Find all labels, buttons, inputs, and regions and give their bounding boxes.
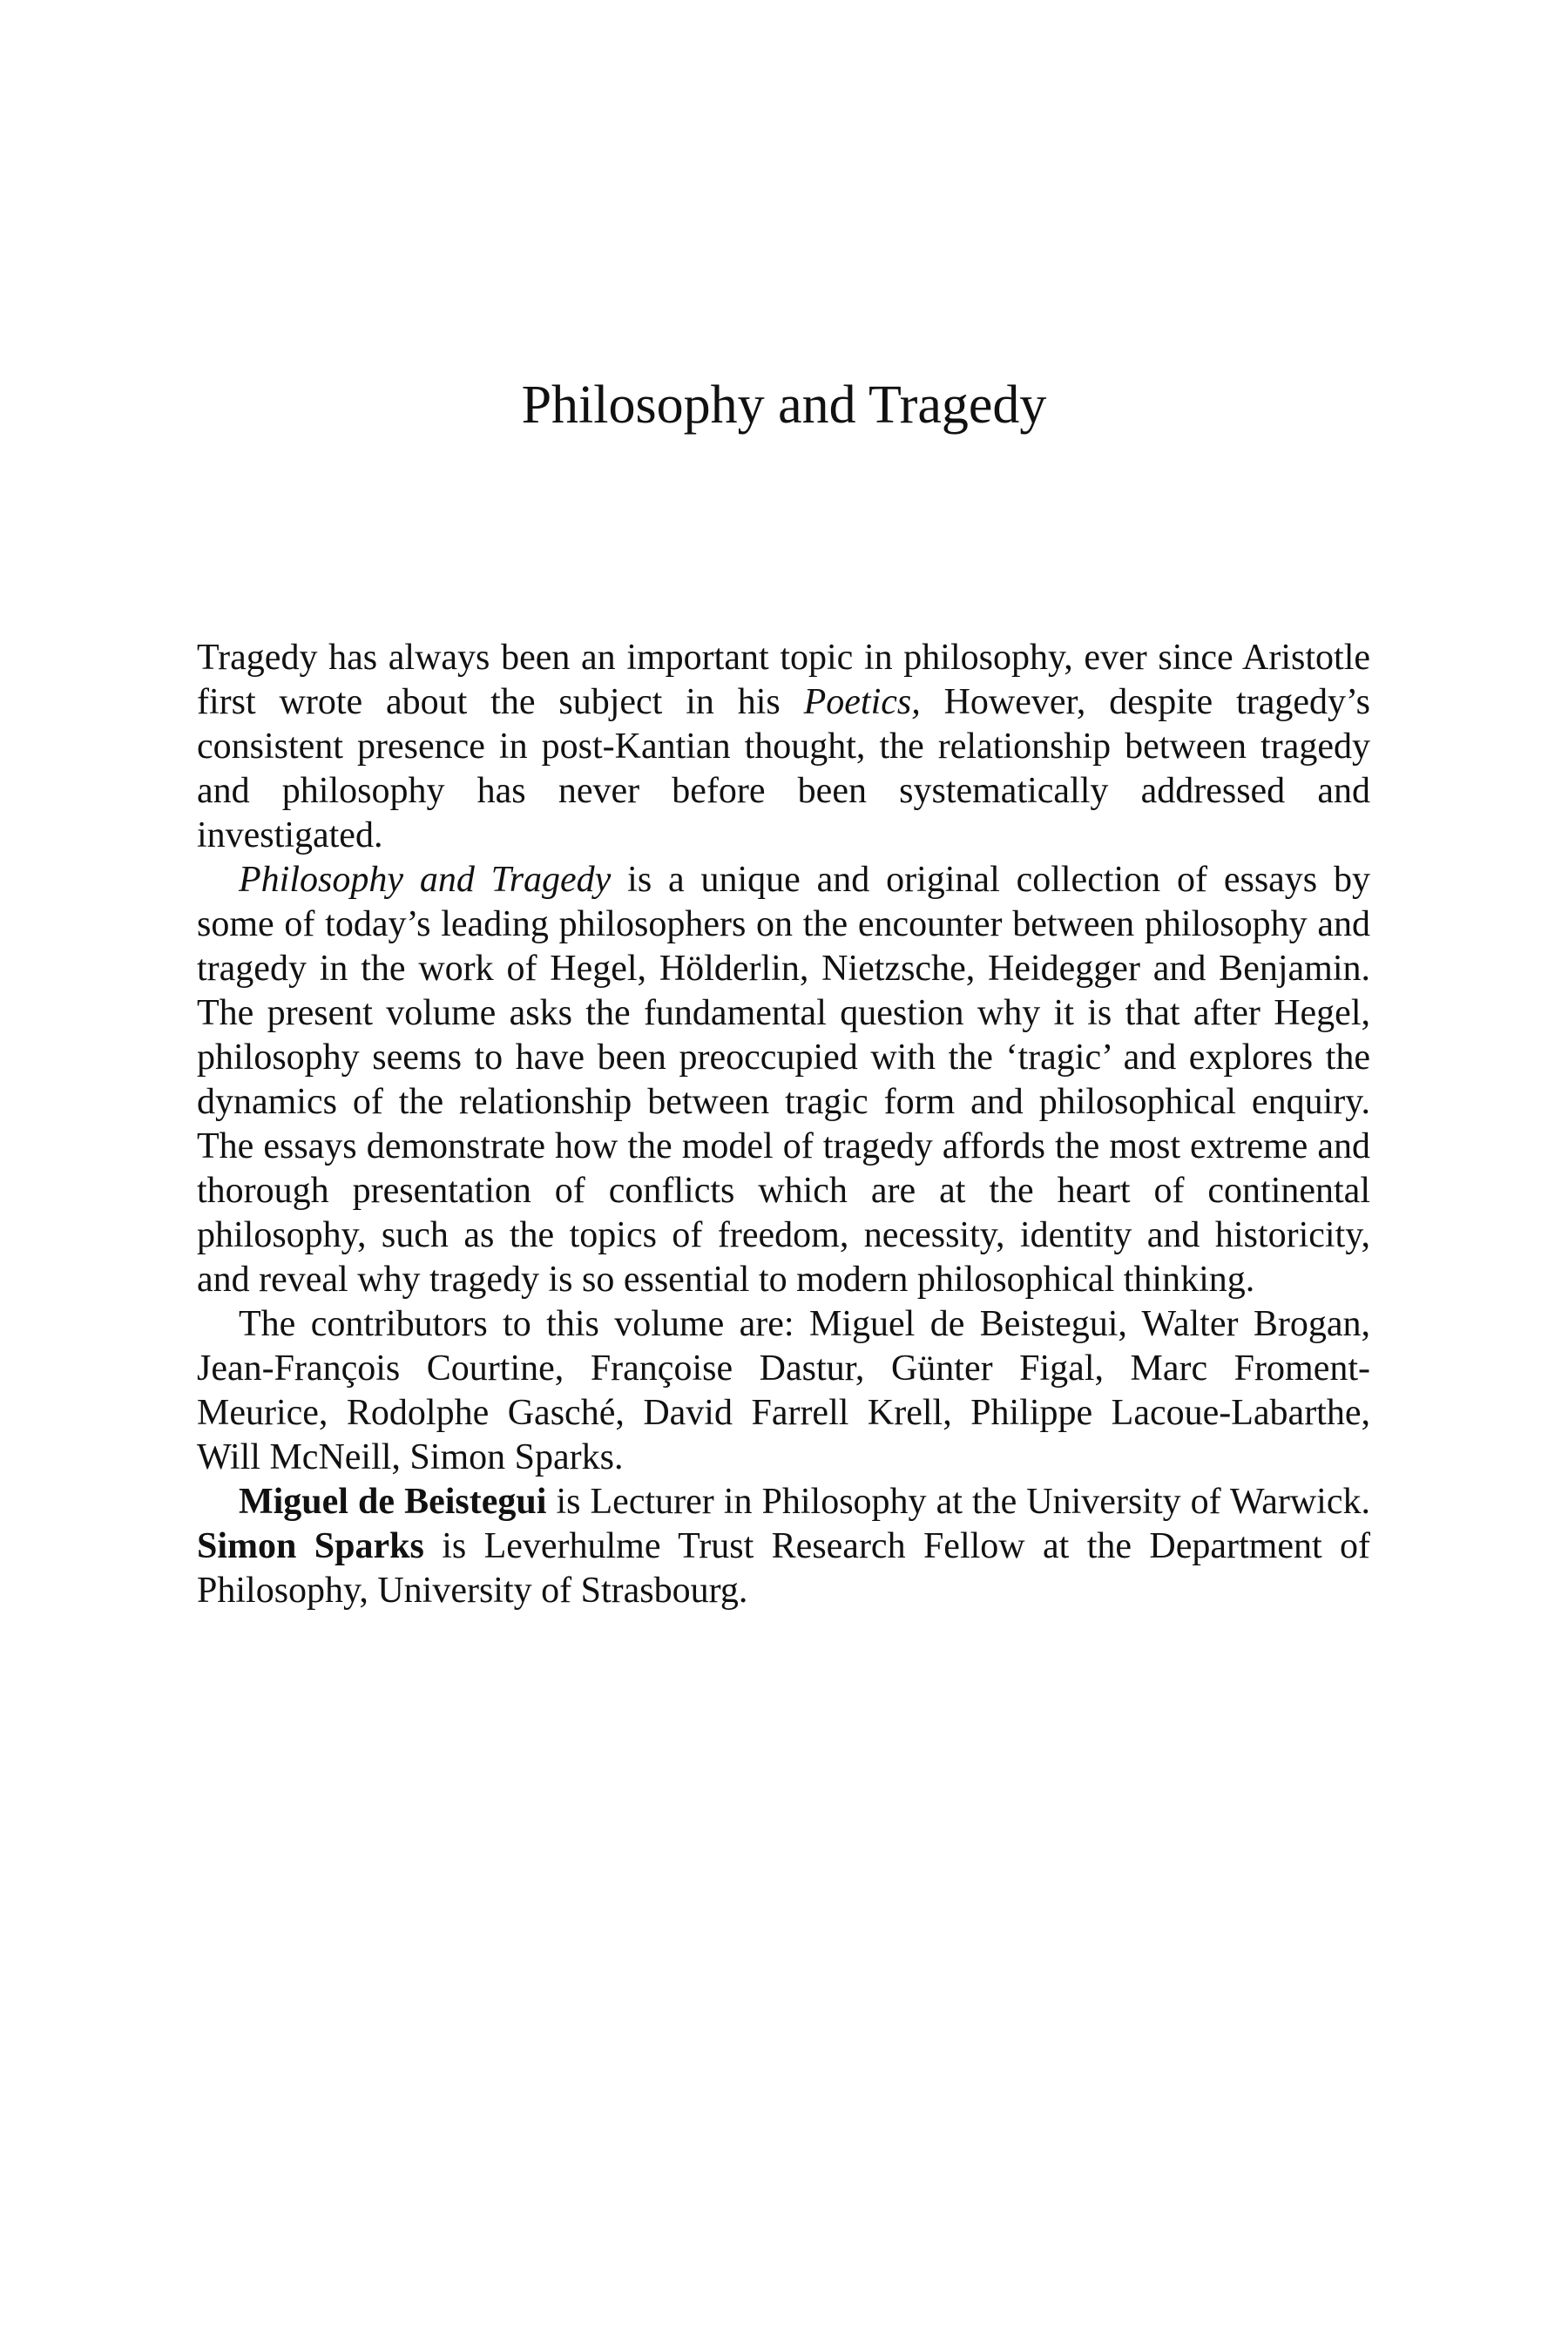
editor-bio-sparks: is Leverhulme Trust Research Fellow at the Department of Philosophy, University of Strasbourg. <box>197 1526 1370 1611</box>
intro-text-part-1: Tragedy has always been an important topic in philosophy, ever since Aristotle first wrote about the subject in his <box>197 638 1370 722</box>
poetics-title: Poetics, <box>803 682 921 722</box>
book-title-italic: Philosophy and Tragedy <box>239 860 612 900</box>
blurb-text <box>197 636 1370 1613</box>
paragraph-description <box>197 858 1370 1302</box>
editor-name-beistegui: Miguel de Beistegui <box>239 1482 547 1522</box>
editor-bio-beistegui: is Lecturer in Philosophy at the University of Warwick. <box>546 1482 1370 1522</box>
paragraph-intro <box>197 636 1370 858</box>
intro-text-part-2: However, despite tragedy’s consistent presence in post-Kantian thought, the relationship between tragedy and philosophy has never before been systematically addressed and investigated. <box>197 682 1370 855</box>
description-text: is a unique and original collection of essays by some of today’s leading philosophers on the encounter between philosophy and tragedy in the work of Hegel, Hölderlin, Nietzsche, Heidegger and Benjamin. The present volume asks the fundamental question why it is that after Hegel, philosophy seems to have been preoccupied with the ‘tragic’ and explores the dynamics of the relationship between tragic form and philosophical enquiry. The essays demonstrate how the model of tragedy affords the most extreme and thorough presentation of conflicts which are at the heart of continental philosophy, such as the topics of freedom, necessity, identity and historicity, and reveal why tragedy is so essential to modern philosophical thinking. <box>197 860 1370 1300</box>
editor-name-sparks: Simon Sparks <box>197 1526 424 1566</box>
contributors-text: The contributors to this volume are: Miguel de Beistegui, Walter Brogan, Jean-François Courtine, Françoise Dastur, Günter Figal, Marc Froment-Meurice, Rodolphe Gasché, David Farrell Krell, Philippe Lacoue-Labarthe, Will McNeill, Simon Sparks. <box>197 1304 1370 1477</box>
paragraph-contributors <box>197 1302 1370 1480</box>
page-title: Philosophy and Tragedy <box>521 375 1047 435</box>
paragraph-editors <box>197 1480 1370 1613</box>
